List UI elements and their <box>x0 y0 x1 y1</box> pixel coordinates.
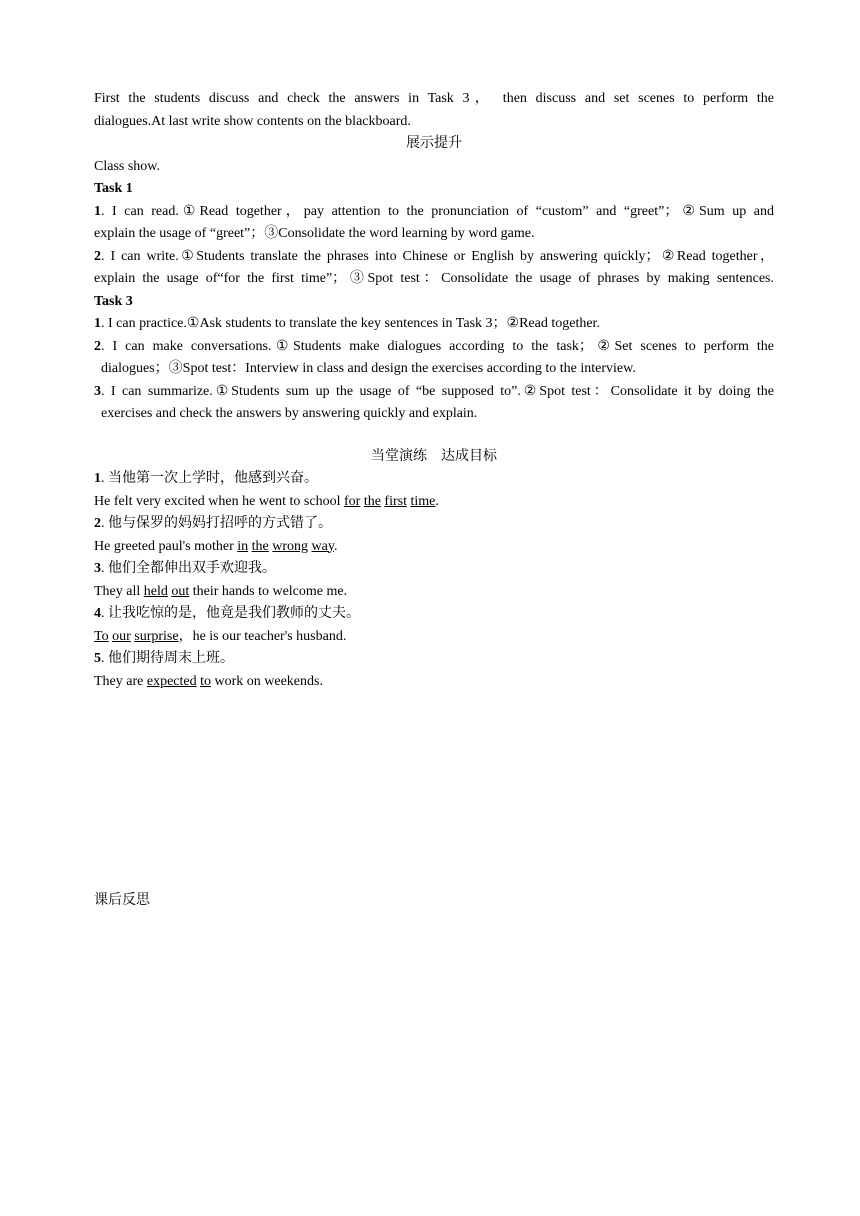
task3-item1-number: 1 <box>94 316 101 331</box>
class-show-text: Class show. <box>94 158 160 174</box>
show-section-heading: 展示提升 <box>406 136 462 151</box>
q2-blank-4: way <box>311 538 334 554</box>
q1-blank-3: first <box>384 493 407 509</box>
q5-suffix: work on weekends. <box>211 673 323 689</box>
task3-title: Task 3 <box>94 293 133 309</box>
task1-item2-line2: explain the usage of“for the first time”；③Spot test：Consolidate the usage of phrases by making sentences. <box>94 271 774 286</box>
q2-answer <box>94 536 774 559</box>
document-page <box>94 88 774 693</box>
task1-title: Task 1 <box>94 181 133 196</box>
q1-chinese <box>94 468 774 491</box>
q5-answer <box>94 671 774 694</box>
task3-item3-line2: exercises and check the answers by answering quickly and explain. <box>101 406 478 421</box>
q3-blank-2: out <box>171 583 190 599</box>
q4-blank-2: our <box>112 628 131 644</box>
task1-item2-line1 <box>94 246 774 269</box>
task1-item1-number: 1 <box>94 203 101 219</box>
q1-prefix: He felt very excited when he went to school <box>94 493 344 509</box>
q3-answer <box>94 581 774 604</box>
section-spacer <box>94 426 774 446</box>
q2-blank-2: the <box>251 538 269 554</box>
q3-number: 3 <box>94 561 101 576</box>
q3-suffix: their hands to welcome me. <box>189 583 348 599</box>
q2-blank-3: wrong <box>272 538 309 554</box>
task3-item1-line1 <box>94 313 774 336</box>
task1-item2-number: 2 <box>94 248 101 264</box>
task3-item2-line2: dialogues；③Spot test：Interview in class and design the exercises according to the interview. <box>101 361 636 376</box>
q1-blank-4: time <box>410 493 436 509</box>
q1-answer <box>94 491 774 514</box>
q1-suffix: . <box>435 493 439 509</box>
reflection-heading: 课后反思 <box>94 893 150 908</box>
task3-item1-text: . I can practice.①Ask students to translate the key sentences in Task 3；②Read together. <box>101 316 600 331</box>
task1-item1-text: . I can read.①Read together，pay attention to the pronunciation of “custom” and “greet”；②Sum up and <box>101 203 774 219</box>
task1-item2-text: . I can write.①Students translate the phrases into Chinese or English by answering quickly；②Read together， <box>101 248 774 264</box>
task3-item3-number: 3 <box>94 383 101 399</box>
q4-answer <box>94 626 774 649</box>
q1-number: 1 <box>94 471 101 486</box>
q3-prefix: They all <box>94 583 144 599</box>
q5-number: 5 <box>94 651 101 666</box>
q5-chinese <box>94 648 774 671</box>
q2-prefix: He greeted paul's mother <box>94 538 238 554</box>
task3-item2-line1 <box>94 336 774 359</box>
task3-item2-text: . I can make conversations.①Students make dialogues according to the task；②Set scenes to perform the <box>101 338 774 354</box>
q5-blank-1: expected <box>146 673 197 689</box>
q1-blank-2: the <box>363 493 381 509</box>
intro-line-2: dialogues.At last write show contents on the blackboard. <box>94 113 411 129</box>
q4-chinese <box>94 603 774 626</box>
q2-suffix: . <box>333 538 338 554</box>
task3-item2-number: 2 <box>94 338 101 354</box>
q4-blank-1: To <box>94 628 109 644</box>
q4-number: 4 <box>94 606 101 621</box>
task1-item1-line2: explain the usage of “greet”；③Consolidate the word learning by word game. <box>94 226 535 241</box>
task3-item3-line1 <box>94 381 774 404</box>
q2-blank-1: in <box>237 538 249 554</box>
q3-blank-1: held <box>143 583 168 599</box>
q2-number: 2 <box>94 516 101 531</box>
task3-item3-text: . I can summarize.①Students sum up the usage of “be supposed to”.②Spot test：Consolidate it by doing the <box>101 383 774 399</box>
q5-prefix: They are <box>94 673 147 689</box>
q5-chinese-text: . 他们期待周末上班。 <box>101 651 234 666</box>
q2-chinese <box>94 513 774 536</box>
q4-blank-3: surprise <box>134 628 179 644</box>
q1-blank-1: for <box>343 493 361 509</box>
q4-suffix: ，he is our teacher's husband. <box>178 628 347 644</box>
q1-chinese-text: . 当他第一次上学时，他感到兴奋。 <box>101 471 318 486</box>
task1-item1-line1 <box>94 201 774 224</box>
q3-chinese-text: . 他们全都伸出双手欢迎我。 <box>101 561 276 576</box>
q4-chinese-text: . 让我吃惊的是，他竟是我们教师的丈夫。 <box>101 606 360 621</box>
q5-blank-2: to <box>200 673 211 689</box>
q3-chinese <box>94 558 774 581</box>
intro-line-1: First the students discuss and check the answers in Task 3， then discuss and set scenes to perform the <box>94 91 774 106</box>
q2-chinese-text: . 他与保罗的妈妈打招呼的方式错了。 <box>101 516 332 531</box>
practice-section-heading: 当堂演练 达成目标 <box>371 448 497 464</box>
